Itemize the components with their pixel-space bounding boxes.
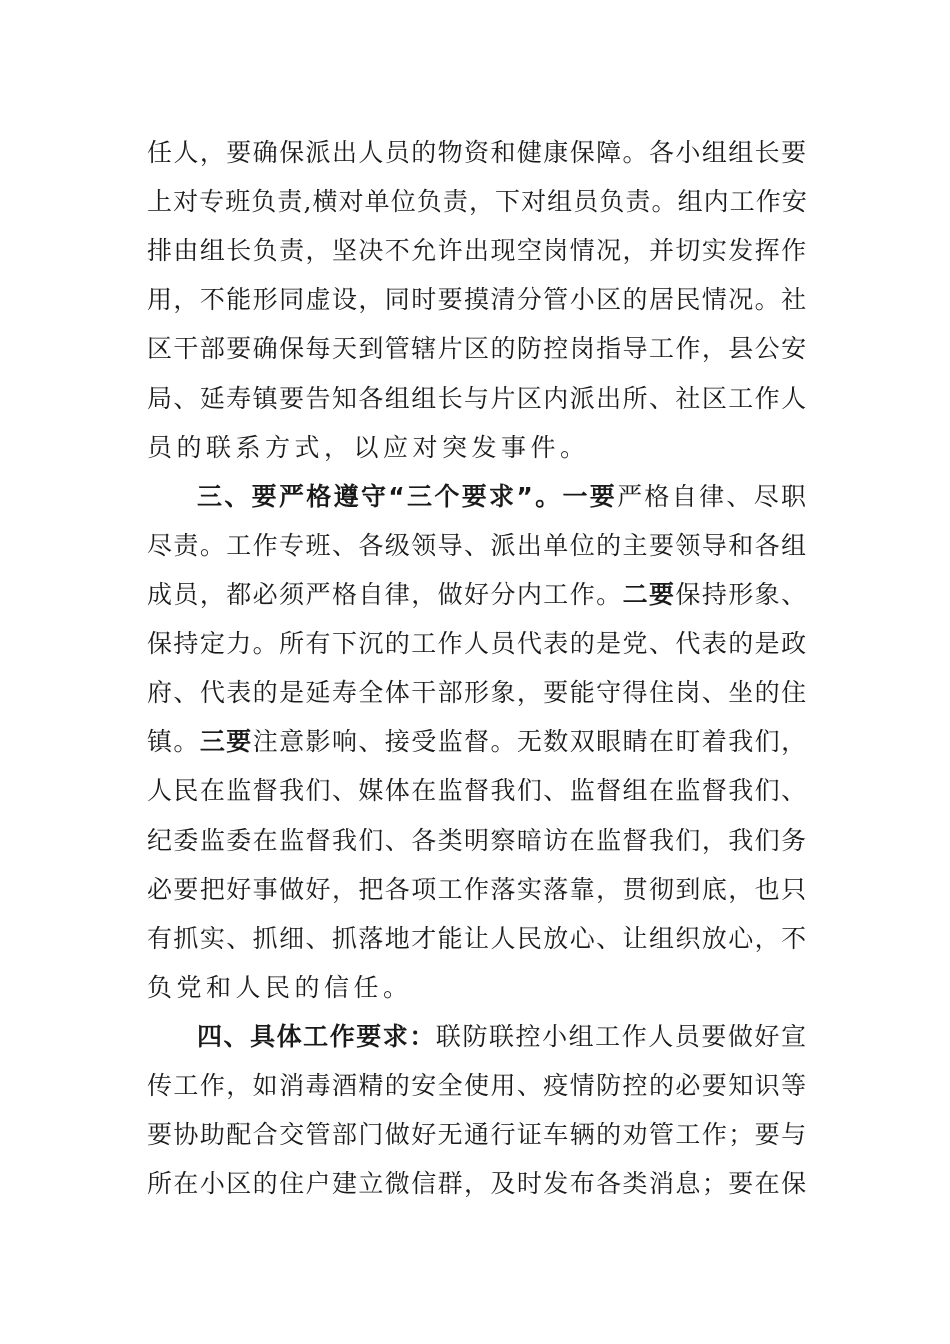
text-segment: 人民在监督我们、媒体在监督我们、监督组在监督我们、: [147, 776, 808, 805]
text-segment: 联防联控小组工作人员要做好宣: [435, 1022, 808, 1051]
text-line: [147, 973, 413, 1003]
text-line: [147, 138, 808, 168]
text-line: [147, 285, 808, 315]
text-segment: 严格自律、尽职: [617, 482, 809, 511]
text-segment: 负党和人民的信任。: [147, 973, 413, 1002]
text-line: [147, 1169, 808, 1199]
bold-text-segment: 一要: [562, 482, 618, 511]
text-line: [147, 1120, 808, 1150]
text-segment: 排由组长负责，坚决不允许出现空岗情况，并切实发挥作: [147, 236, 808, 265]
bold-text-segment: 四、具体工作要求：: [197, 1022, 436, 1051]
text-segment: 任人，要确保派出人员的物资和健康保障。各小组组长要: [147, 138, 808, 167]
text-segment: 镇。: [147, 727, 200, 756]
document-body: [147, 138, 808, 1209]
text-line: [147, 580, 808, 610]
text-segment: 区干部要确保每天到管辖片区的防控岗指导工作，县公安: [147, 334, 808, 363]
text-segment: 局、延寿镇要告知各组组长与片区内派出所、社区工作人: [147, 384, 808, 413]
text-line: [147, 236, 808, 266]
text-line: [147, 924, 808, 954]
text-segment: 尽责。工作专班、各级领导、派出单位的主要领导和各组: [147, 531, 808, 560]
text-segment: 上对专班负责,横对单位负责，下对组员负责。组内工作安: [147, 187, 808, 216]
text-line: [147, 384, 808, 414]
text-segment: 员的联系方式，以应对突发事件。: [147, 433, 590, 462]
text-segment: 用，不能形同虚设，同时要摸清分管小区的居民情况。社: [147, 285, 808, 314]
text-line: [147, 482, 808, 512]
text-line: [147, 776, 808, 806]
text-line: [147, 629, 808, 659]
text-segment: 有抓实、抓细、抓落地才能让人民放心、让组织放心，不: [147, 924, 808, 953]
text-line: [147, 875, 808, 905]
text-line: [147, 334, 808, 364]
text-segment: 所在小区的住户建立微信群，及时发布各类消息；要在保: [147, 1169, 808, 1198]
text-line: [147, 678, 808, 708]
text-segment: 成员，都必须严格自律，做好分内工作。: [147, 580, 623, 609]
text-line: [147, 187, 808, 217]
text-segment: 必要把好事做好，把各项工作落实落靠，贯彻到底，也只: [147, 875, 808, 904]
bold-text-segment: 三、要严格遵守“三个要求”。: [197, 482, 563, 511]
text-line: [147, 1071, 808, 1101]
text-segment: 保持定力。所有下沉的工作人员代表的是党、代表的是政: [147, 629, 808, 658]
text-line: [147, 826, 808, 856]
text-segment: 保持形象、: [675, 580, 808, 609]
text-segment: 府、代表的是延寿全体干部形象，要能守得住岗、坐的住: [147, 678, 808, 707]
text-line: [147, 1022, 808, 1052]
text-segment: 传工作，如消毒酒精的安全使用、疫情防控的必要知识等: [147, 1071, 808, 1100]
bold-text-segment: 二要: [622, 580, 676, 609]
text-line: [147, 727, 808, 757]
text-line: [147, 433, 590, 463]
text-segment: 要协助配合交管部门做好无通行证车辆的劝管工作；要与: [147, 1120, 808, 1149]
bold-text-segment: 三要: [199, 727, 253, 756]
text-segment: 注意影响、接受监督。无数双眼睛在盯着我们，: [252, 727, 808, 756]
text-segment: 纪委监委在监督我们、各类明察暗访在监督我们，我们务: [147, 826, 808, 855]
text-line: [147, 531, 808, 561]
